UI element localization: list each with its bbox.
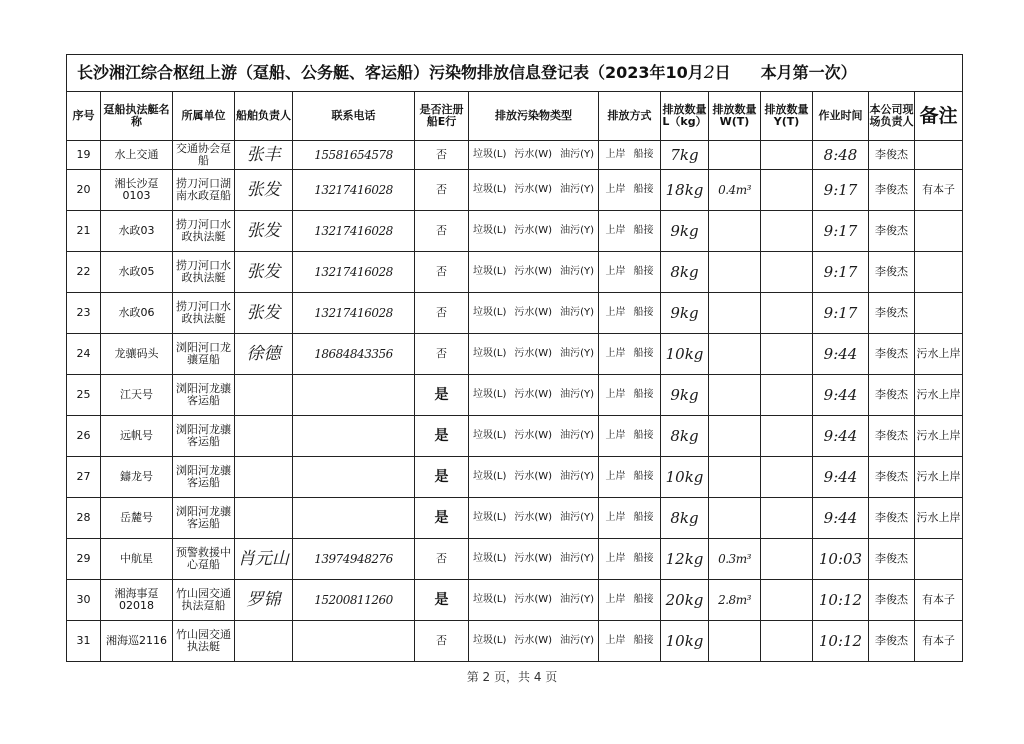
- cell-e-ship: 是: [415, 375, 469, 416]
- header-qty-l: 排放数量L（kg）: [661, 92, 709, 141]
- cell-owner: 张发: [235, 170, 293, 211]
- cell-remark: 污水上岸: [915, 416, 963, 457]
- label-oil: 油污(Y): [560, 471, 594, 482]
- cell-qty-y: [761, 621, 813, 662]
- cell-discharge-mode: [599, 580, 661, 621]
- cell-staff: 李俊杰: [869, 170, 915, 211]
- cell-ship-name: 龙骧码头: [101, 334, 173, 375]
- label-garbage: 垃圾(L): [473, 553, 507, 564]
- label-garbage: 垃圾(L): [473, 225, 507, 236]
- cell-work-time: 9:44: [813, 416, 869, 457]
- cell-seq: 25: [67, 375, 101, 416]
- cell-remark: [915, 141, 963, 170]
- label-garbage: 垃圾(L): [473, 471, 507, 482]
- label-ship-transfer: 船接: [633, 266, 654, 277]
- label-oil: 油污(Y): [560, 430, 594, 441]
- cell-staff: 李俊杰: [869, 621, 915, 662]
- label-ship-transfer: 船接: [633, 471, 654, 482]
- label-sewage: 污水(W): [514, 149, 553, 160]
- cell-qty-y: [761, 293, 813, 334]
- cell-staff: 李俊杰: [869, 580, 915, 621]
- table-row: [67, 293, 963, 334]
- cell-qty-y: [761, 498, 813, 539]
- label-oil: 油污(Y): [560, 635, 594, 646]
- cell-qty-w: [709, 498, 761, 539]
- label-ashore: 上岸: [605, 184, 626, 195]
- cell-qty-y: [761, 539, 813, 580]
- label-oil: 油污(Y): [560, 348, 594, 359]
- label-garbage: 垃圾(L): [473, 430, 507, 441]
- cell-work-time: 10:12: [813, 580, 869, 621]
- title-batch: 本月第一次）: [760, 63, 857, 82]
- table-row: [67, 375, 963, 416]
- cell-discharge-mode: [599, 539, 661, 580]
- cell-work-time: 10:12: [813, 621, 869, 662]
- label-garbage: 垃圾(L): [473, 266, 507, 277]
- cell-phone: 13217416028: [293, 211, 415, 252]
- cell-qty-w: [709, 293, 761, 334]
- cell-owner: 张发: [235, 252, 293, 293]
- label-sewage: 污水(W): [514, 594, 553, 605]
- title-handwritten-day: 2: [703, 63, 715, 83]
- cell-remark: 有本子: [915, 580, 963, 621]
- cell-qty-l: 20kg: [661, 580, 709, 621]
- cell-unit: 捞刀河口水政执法艇: [173, 252, 235, 293]
- cell-remark: 污水上岸: [915, 498, 963, 539]
- cell-pollutant-type: [469, 293, 599, 334]
- cell-qty-l: 10kg: [661, 621, 709, 662]
- cell-pollutant-type: [469, 416, 599, 457]
- header-staff: 本公司现场负责人: [869, 92, 915, 141]
- cell-seq: 21: [67, 211, 101, 252]
- label-garbage: 垃圾(L): [473, 149, 507, 160]
- cell-seq: 30: [67, 580, 101, 621]
- table-row: [67, 580, 963, 621]
- cell-remark: 污水上岸: [915, 375, 963, 416]
- cell-seq: 27: [67, 457, 101, 498]
- cell-staff: 李俊杰: [869, 141, 915, 170]
- cell-qty-w: 0.4m³: [709, 170, 761, 211]
- label-sewage: 污水(W): [514, 553, 553, 564]
- registration-form: [66, 54, 962, 662]
- cell-discharge-mode: [599, 457, 661, 498]
- header-ship-name: 趸船执法艇名称: [101, 92, 173, 141]
- cell-unit: 捞刀河口湖南水政趸船: [173, 170, 235, 211]
- cell-phone: [293, 621, 415, 662]
- cell-work-time: 9:44: [813, 457, 869, 498]
- table-body: [67, 141, 963, 662]
- cell-ship-name: 水上交通: [101, 141, 173, 170]
- cell-pollutant-type: [469, 580, 599, 621]
- cell-qty-l: 9kg: [661, 211, 709, 252]
- label-ashore: 上岸: [605, 149, 626, 160]
- cell-owner: [235, 457, 293, 498]
- label-oil: 油污(Y): [560, 225, 594, 236]
- label-sewage: 污水(W): [514, 471, 553, 482]
- cell-staff: 李俊杰: [869, 211, 915, 252]
- cell-work-time: 8:48: [813, 141, 869, 170]
- cell-owner: 张丰: [235, 141, 293, 170]
- cell-pollutant-type: [469, 334, 599, 375]
- header-phone: 联系电话: [293, 92, 415, 141]
- cell-e-ship: 否: [415, 211, 469, 252]
- cell-e-ship: 是: [415, 498, 469, 539]
- cell-seq: 23: [67, 293, 101, 334]
- label-ashore: 上岸: [605, 594, 626, 605]
- label-ship-transfer: 船接: [633, 389, 654, 400]
- label-garbage: 垃圾(L): [473, 635, 507, 646]
- table-row: [67, 457, 963, 498]
- cell-qty-l: 9kg: [661, 293, 709, 334]
- cell-ship-name: 岳麓号: [101, 498, 173, 539]
- cell-e-ship: 是: [415, 580, 469, 621]
- label-sewage: 污水(W): [514, 225, 553, 236]
- cell-remark: [915, 252, 963, 293]
- page-footer: 第 2 页，共 4 页: [466, 670, 558, 684]
- label-ashore: 上岸: [605, 635, 626, 646]
- cell-work-time: 9:17: [813, 252, 869, 293]
- label-ashore: 上岸: [605, 512, 626, 523]
- cell-phone: 13217416028: [293, 293, 415, 334]
- cell-remark: 有本子: [915, 170, 963, 211]
- cell-phone: [293, 457, 415, 498]
- cell-e-ship: 否: [415, 170, 469, 211]
- cell-seq: 22: [67, 252, 101, 293]
- table-row: [67, 141, 963, 170]
- label-ashore: 上岸: [605, 471, 626, 482]
- label-sewage: 污水(W): [514, 266, 553, 277]
- cell-phone: 13217416028: [293, 170, 415, 211]
- cell-pollutant-type: [469, 141, 599, 170]
- label-garbage: 垃圾(L): [473, 184, 507, 195]
- cell-work-time: 9:17: [813, 293, 869, 334]
- cell-work-time: 9:44: [813, 375, 869, 416]
- cell-ship-name: 江天号: [101, 375, 173, 416]
- cell-qty-l: 10kg: [661, 334, 709, 375]
- cell-unit: 浏阳河龙骧客运船: [173, 457, 235, 498]
- cell-seq: 20: [67, 170, 101, 211]
- cell-staff: 李俊杰: [869, 457, 915, 498]
- cell-ship-name: 湘海事趸02018: [101, 580, 173, 621]
- cell-qty-l: 8kg: [661, 252, 709, 293]
- label-sewage: 污水(W): [514, 635, 553, 646]
- cell-unit: 浏阳河口龙骧趸船: [173, 334, 235, 375]
- label-garbage: 垃圾(L): [473, 307, 507, 318]
- cell-owner: 张发: [235, 211, 293, 252]
- cell-discharge-mode: [599, 375, 661, 416]
- cell-qty-y: [761, 416, 813, 457]
- cell-unit: 浏阳河龙骧客运船: [173, 498, 235, 539]
- cell-seq: 29: [67, 539, 101, 580]
- cell-qty-y: [761, 457, 813, 498]
- table-row: [67, 621, 963, 662]
- cell-work-time: 9:17: [813, 211, 869, 252]
- cell-discharge-mode: [599, 498, 661, 539]
- label-oil: 油污(Y): [560, 149, 594, 160]
- cell-remark: 污水上岸: [915, 457, 963, 498]
- cell-e-ship: 否: [415, 293, 469, 334]
- cell-unit: 捞刀河口水政执法艇: [173, 211, 235, 252]
- cell-qty-l: 9kg: [661, 375, 709, 416]
- label-oil: 油污(Y): [560, 307, 594, 318]
- cell-qty-y: [761, 170, 813, 211]
- label-sewage: 污水(W): [514, 512, 553, 523]
- cell-remark: 污水上岸: [915, 334, 963, 375]
- table-row: [67, 416, 963, 457]
- cell-qty-l: 8kg: [661, 498, 709, 539]
- cell-phone: 13974948276: [293, 539, 415, 580]
- cell-unit: 竹山园交通执法艇: [173, 621, 235, 662]
- cell-qty-l: 18kg: [661, 170, 709, 211]
- header-work-time: 作业时间: [813, 92, 869, 141]
- cell-unit: 预警救援中心趸船: [173, 539, 235, 580]
- label-garbage: 垃圾(L): [473, 594, 507, 605]
- table-row: [67, 252, 963, 293]
- cell-owner: [235, 621, 293, 662]
- cell-work-time: 9:44: [813, 498, 869, 539]
- cell-owner: [235, 416, 293, 457]
- cell-seq: 19: [67, 141, 101, 170]
- label-ashore: 上岸: [605, 266, 626, 277]
- cell-work-time: 10:03: [813, 539, 869, 580]
- cell-pollutant-type: [469, 170, 599, 211]
- header-remark: 备注: [915, 92, 963, 141]
- cell-staff: 李俊杰: [869, 539, 915, 580]
- cell-phone: 15200811260: [293, 580, 415, 621]
- cell-discharge-mode: [599, 170, 661, 211]
- cell-ship-name: 水政05: [101, 252, 173, 293]
- cell-seq: 31: [67, 621, 101, 662]
- label-ship-transfer: 船接: [633, 149, 654, 160]
- cell-staff: 李俊杰: [869, 416, 915, 457]
- label-ship-transfer: 船接: [633, 553, 654, 564]
- cell-ship-name: 鑄龙号: [101, 457, 173, 498]
- cell-remark: [915, 539, 963, 580]
- label-sewage: 污水(W): [514, 307, 553, 318]
- cell-pollutant-type: [469, 252, 599, 293]
- cell-pollutant-type: [469, 457, 599, 498]
- label-ship-transfer: 船接: [633, 594, 654, 605]
- cell-remark: 有本子: [915, 621, 963, 662]
- cell-qty-l: 8kg: [661, 416, 709, 457]
- cell-staff: 李俊杰: [869, 375, 915, 416]
- label-sewage: 污水(W): [514, 184, 553, 195]
- cell-pollutant-type: [469, 498, 599, 539]
- label-ashore: 上岸: [605, 553, 626, 564]
- header-owner: 船舶负责人: [235, 92, 293, 141]
- label-ship-transfer: 船接: [633, 512, 654, 523]
- cell-phone: 15581654578: [293, 141, 415, 170]
- cell-work-time: 9:17: [813, 170, 869, 211]
- cell-qty-w: [709, 621, 761, 662]
- label-oil: 油污(Y): [560, 512, 594, 523]
- cell-discharge-mode: [599, 211, 661, 252]
- cell-e-ship: 否: [415, 621, 469, 662]
- cell-unit: 交通协会趸船: [173, 141, 235, 170]
- label-ashore: 上岸: [605, 307, 626, 318]
- label-ashore: 上岸: [605, 348, 626, 359]
- cell-remark: [915, 211, 963, 252]
- cell-seq: 28: [67, 498, 101, 539]
- cell-remark: [915, 293, 963, 334]
- cell-e-ship: 是: [415, 416, 469, 457]
- cell-qty-y: [761, 375, 813, 416]
- label-sewage: 污水(W): [514, 389, 553, 400]
- cell-staff: 李俊杰: [869, 334, 915, 375]
- table-row: [67, 498, 963, 539]
- label-oil: 油污(Y): [560, 594, 594, 605]
- cell-discharge-mode: [599, 293, 661, 334]
- table-row: [67, 170, 963, 211]
- cell-ship-name: 水政06: [101, 293, 173, 334]
- cell-qty-w: [709, 334, 761, 375]
- cell-qty-y: [761, 252, 813, 293]
- table-row: [67, 334, 963, 375]
- cell-staff: 李俊杰: [869, 293, 915, 334]
- header-qty-w: 排放数量W(T): [709, 92, 761, 141]
- cell-e-ship: 否: [415, 252, 469, 293]
- label-garbage: 垃圾(L): [473, 512, 507, 523]
- cell-staff: 李俊杰: [869, 252, 915, 293]
- form-title: [67, 55, 963, 92]
- cell-pollutant-type: [469, 375, 599, 416]
- cell-owner: 罗锦: [235, 580, 293, 621]
- cell-staff: 李俊杰: [869, 498, 915, 539]
- title-text: 长沙湘江综合枢纽上游（趸船、公务艇、客运船）污染物排放信息登记表（2023年10月: [77, 63, 704, 82]
- title-day-suffix: 日: [714, 63, 731, 82]
- header-discharge-mode: 排放方式: [599, 92, 661, 141]
- label-oil: 油污(Y): [560, 184, 594, 195]
- cell-qty-y: [761, 580, 813, 621]
- label-sewage: 污水(W): [514, 430, 553, 441]
- label-oil: 油污(Y): [560, 553, 594, 564]
- cell-e-ship: 否: [415, 334, 469, 375]
- cell-qty-l: 10kg: [661, 457, 709, 498]
- label-oil: 油污(Y): [560, 266, 594, 277]
- cell-pollutant-type: [469, 621, 599, 662]
- cell-unit: 浏阳河龙骧客运船: [173, 416, 235, 457]
- cell-discharge-mode: [599, 252, 661, 293]
- cell-phone: [293, 416, 415, 457]
- header-unit: 所属单位: [173, 92, 235, 141]
- label-garbage: 垃圾(L): [473, 389, 507, 400]
- cell-owner: [235, 498, 293, 539]
- cell-qty-y: [761, 334, 813, 375]
- header-seq: 序号: [67, 92, 101, 141]
- cell-discharge-mode: [599, 621, 661, 662]
- cell-e-ship: 否: [415, 539, 469, 580]
- cell-qty-l: 12kg: [661, 539, 709, 580]
- cell-phone: 13217416028: [293, 252, 415, 293]
- cell-owner: 徐德: [235, 334, 293, 375]
- label-ship-transfer: 船接: [633, 184, 654, 195]
- pollutant-discharge-table: [66, 54, 963, 662]
- label-sewage: 污水(W): [514, 348, 553, 359]
- cell-unit: 浏阳河龙骧客运船: [173, 375, 235, 416]
- cell-qty-y: [761, 141, 813, 170]
- cell-phone: [293, 375, 415, 416]
- label-ashore: 上岸: [605, 225, 626, 236]
- label-oil: 油污(Y): [560, 389, 594, 400]
- cell-discharge-mode: [599, 141, 661, 170]
- cell-owner: 张发: [235, 293, 293, 334]
- header-pollutant-type: 排放污染物类型: [469, 92, 599, 141]
- header-row: [67, 92, 963, 141]
- table-row: [67, 539, 963, 580]
- label-ashore: 上岸: [605, 430, 626, 441]
- label-ship-transfer: 船接: [633, 635, 654, 646]
- cell-phone: [293, 498, 415, 539]
- cell-qty-y: [761, 211, 813, 252]
- cell-qty-w: [709, 457, 761, 498]
- cell-pollutant-type: [469, 211, 599, 252]
- label-ashore: 上岸: [605, 389, 626, 400]
- label-ship-transfer: 船接: [633, 225, 654, 236]
- label-ship-transfer: 船接: [633, 307, 654, 318]
- cell-qty-w: [709, 375, 761, 416]
- cell-ship-name: 湘海巡2116: [101, 621, 173, 662]
- header-qty-y: 排放数量Y(T): [761, 92, 813, 141]
- cell-qty-w: [709, 252, 761, 293]
- cell-owner: 肖元山: [235, 539, 293, 580]
- label-ship-transfer: 船接: [633, 348, 654, 359]
- cell-work-time: 9:44: [813, 334, 869, 375]
- cell-pollutant-type: [469, 539, 599, 580]
- cell-unit: 竹山园交通执法趸船: [173, 580, 235, 621]
- cell-ship-name: 中航星: [101, 539, 173, 580]
- cell-ship-name: 湘长沙趸0103: [101, 170, 173, 211]
- cell-qty-w: [709, 141, 761, 170]
- cell-discharge-mode: [599, 334, 661, 375]
- cell-seq: 24: [67, 334, 101, 375]
- cell-e-ship: 否: [415, 141, 469, 170]
- cell-ship-name: 远帆号: [101, 416, 173, 457]
- cell-phone: 18684843356: [293, 334, 415, 375]
- cell-e-ship: 是: [415, 457, 469, 498]
- cell-qty-w: 0.3m³: [709, 539, 761, 580]
- table-row: [67, 211, 963, 252]
- cell-qty-w: [709, 416, 761, 457]
- label-garbage: 垃圾(L): [473, 348, 507, 359]
- label-ship-transfer: 船接: [633, 430, 654, 441]
- cell-unit: 捞刀河口水政执法艇: [173, 293, 235, 334]
- cell-owner: [235, 375, 293, 416]
- cell-qty-w: [709, 211, 761, 252]
- cell-qty-w: 2.8m³: [709, 580, 761, 621]
- cell-seq: 26: [67, 416, 101, 457]
- cell-qty-l: 7kg: [661, 141, 709, 170]
- cell-discharge-mode: [599, 416, 661, 457]
- header-e-ship: 是否注册船E行: [415, 92, 469, 141]
- cell-ship-name: 水政03: [101, 211, 173, 252]
